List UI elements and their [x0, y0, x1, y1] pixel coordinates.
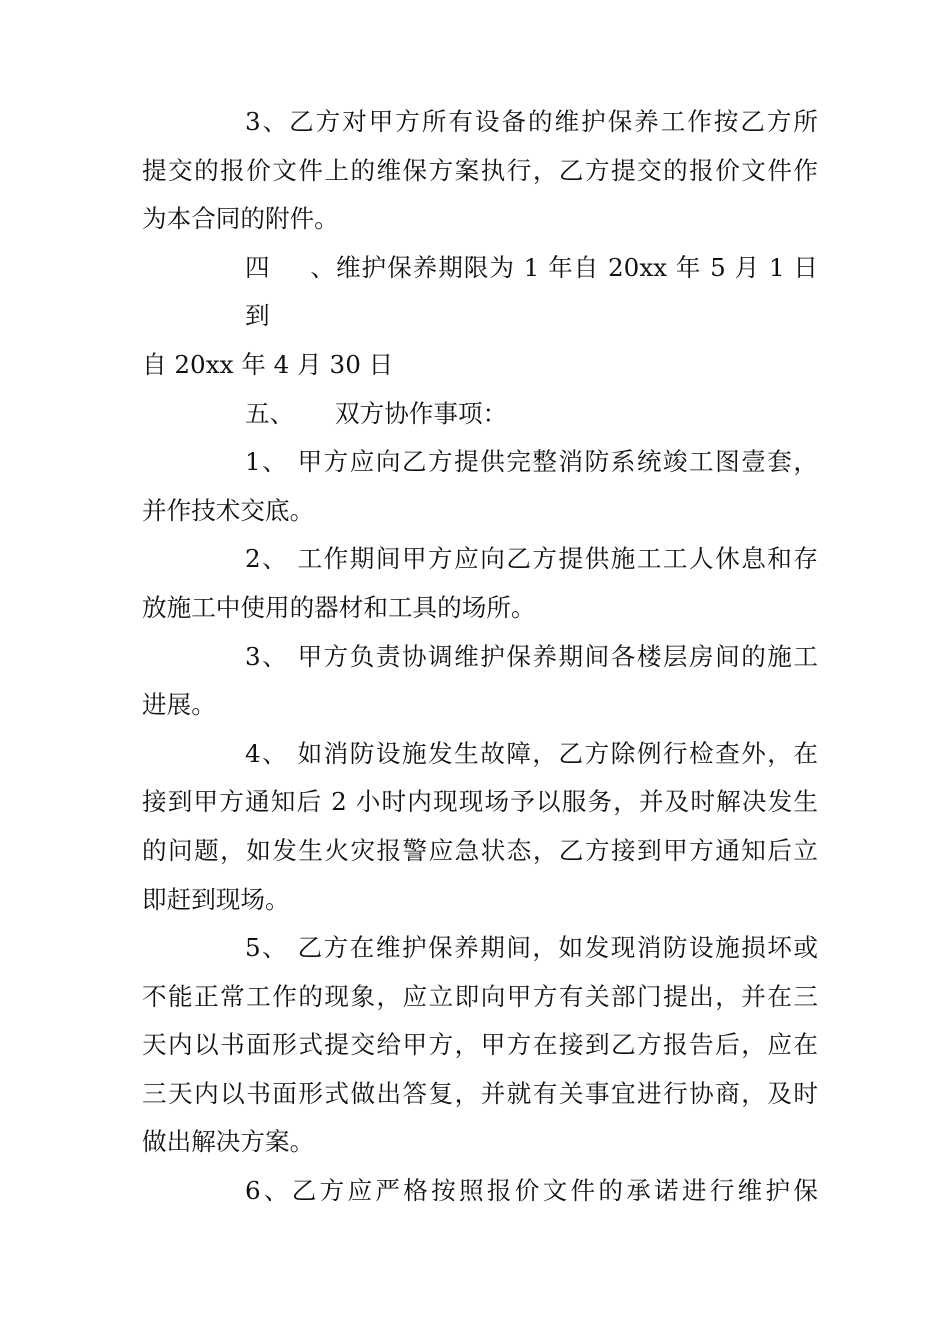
section-heading-line [142, 244, 818, 341]
paragraph-line: 6、乙方应严格按照报价文件的承诺进行维护保 [245, 1176, 818, 1206]
paragraph-line: 接到甲方通知后 2 小时内现现场予以服务，并及时解决发生 [142, 787, 818, 817]
paragraph-line: 4、 如消防设施发生故障，乙方除例行检查外，在 [245, 738, 818, 768]
paragraph-line: 2、 工作期间甲方应向乙方提供施工工人休息和存 [245, 544, 818, 574]
paragraph-line: 的问题，如发生火灾报警应急状态，乙方接到甲方通知后立 [142, 835, 818, 865]
paragraph-line: 三天内以书面形式做出答复，并就有关事宜进行协商，及时 [142, 1078, 818, 1108]
paragraph-line: 进展。 [142, 690, 216, 720]
section-heading-line [142, 390, 818, 439]
paragraph-line: 并作技术交底。 [142, 495, 315, 525]
paragraph-line: 天内以书面形式提交给甲方，甲方在接到乙方报告后，应在 [142, 1030, 818, 1060]
paragraph-line: 1、 甲方应向乙方提供完整消防系统竣工图壹套， [245, 447, 818, 477]
section-text: 双方协作事项： [335, 398, 508, 428]
section-number: 四、 [245, 252, 335, 282]
paragraph-line: 为本合同的附件。 [142, 204, 339, 234]
section-number: 五、 [245, 398, 295, 428]
paragraph-line: 放施工中使用的器材和工具的场所。 [142, 592, 536, 622]
paragraph-line: 即赶到现场。 [142, 884, 290, 914]
paragraph-line: 自 20xx 年 4 月 30 日 [142, 349, 394, 379]
paragraph-line: 做出解决方案。 [142, 1127, 315, 1157]
paragraph-line: 5、 乙方在维护保养期间，如发现消防设施损坏或 [245, 933, 818, 963]
paragraph-line: 3、 甲方负责协调维护保养期间各楼层房间的施工 [245, 641, 818, 671]
paragraph-line: 提交的报价文件上的维保方案执行，乙方提交的报价文件作 [142, 155, 818, 185]
section-text: 维护保养期限为 1 年自 20xx 年 5 月 1 日 到 [245, 252, 818, 331]
paragraph-line: 不能正常工作的现象，应立即向甲方有关部门提出，并在三 [142, 981, 818, 1011]
paragraph-line: 3、乙方对甲方所有设备的维护保养工作按乙方所 [245, 107, 818, 136]
document-body [142, 98, 818, 1216]
